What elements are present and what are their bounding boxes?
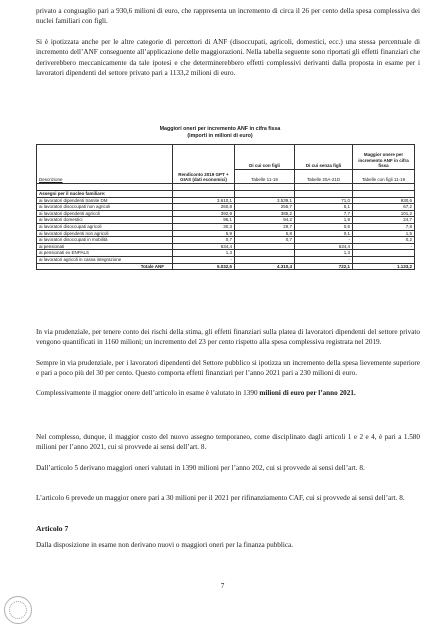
row-onere: [353, 250, 415, 257]
table-title: [120, 126, 320, 140]
row-senza-figli: 0,1: [295, 230, 353, 237]
row-label: ai pensionati: [37, 243, 173, 250]
table-row: [37, 197, 415, 204]
paragraph-total-article: Complessivamente il maggior onere dell’articolo in esame è valutato in 1390 milioni di euro per l’anno 2021.: [36, 389, 356, 397]
row-figli: 94,2: [235, 217, 295, 224]
paragraph-article-6: L’articolo 6 prevede un maggior onere pari a 30 milioni per il 2021 per rifinanziamento CAF, cui si provvede ai sensi dell’art. 8.: [36, 494, 405, 502]
row-senza-figli: 634,4: [295, 243, 353, 250]
row-onere: 67,2: [353, 204, 415, 211]
table-row: [37, 243, 415, 250]
paragraph-article-7: Dalla disposizione in esame non derivano nuovi o maggiori oneri per la finanza pubblica.: [36, 541, 294, 549]
row-senza-figli: 5,1: [295, 204, 353, 211]
subheader-tabelle-onere: Tabelle con figli 11-19: [353, 170, 415, 184]
paragraph-prudential-private: In via prudenziale, per tenere conto dei rischi della stima, gli effetti finanziari sulla platea di lavoratori dipendenti del settore privato vengono quantificati in 1160 milioni; un incremento del 23 per cento rispetto alla spesa complessiva registrata nel 2019.: [36, 328, 420, 347]
paragraph-anf-hypothesis: Si è ipotizzata anche per le altre categorie di percettori di ANF (disoccupati, agricoli, domestici, ecc.) una stessa percentuale di incremento dell’ANF conseguente all’applicazione delle maggiorazioni. Nella tabella seguente sono riportati gli effetti finanziari che deriverebbero meccanicamente da tale ipotesi e che determinerebbero effetti complessivi derivanti dalla proposta in esame per i lavoratori dipendenti del settore privato pari a 1133,2 milioni di euro.: [36, 38, 420, 77]
official-seal-icon: [4, 596, 32, 624]
row-figli: 0,7: [235, 237, 295, 244]
row-figli: 5,8: [235, 230, 295, 237]
total-rendiconto: 5.032,5: [173, 263, 235, 270]
row-label: ai lavoratori disoccupati in mobilità: [37, 237, 173, 244]
table-row: [37, 217, 415, 224]
table-title-line1: Maggiori oneri per incremento ANF in cifra fissa: [159, 126, 281, 132]
paragraph-prudential-public: Sempre in via prudenziale, per i lavoratori dipendenti del Settore pubblico si ipotizza un incremento della spesa lievemente superiore e pari a poco più del 30 per cento. Questo comporta effetti finanziari per l’anno 2021 pari a 230 milioni di euro.: [36, 359, 420, 378]
row-figli: 3.539,1: [235, 197, 295, 204]
row-label: ai lavoratori agricoli in cassa integrazione: [37, 256, 173, 263]
row-rendiconto: 30,3: [173, 223, 235, 230]
row-figli: 29,7: [235, 223, 295, 230]
header-di-cui-senza-figli: Di cui senza figli: [295, 145, 353, 170]
subheader-tabelle-figli: Tabelle 11-19: [235, 170, 295, 184]
row-onere: 1,5: [353, 230, 415, 237]
row-label: ai lavoratori dipendenti non agricoli: [37, 230, 173, 237]
row-figli: [235, 250, 295, 257]
row-onere: [353, 256, 415, 263]
row-onere: 24,7: [353, 217, 415, 224]
row-onere: -: [353, 243, 415, 250]
row-onere: 7,8: [353, 223, 415, 230]
row-figli: 255,7: [235, 204, 295, 211]
subheader-tabelle-senza: Tabelle 20A-21D: [295, 170, 353, 184]
table-total-row: [37, 263, 415, 270]
header-rendiconto: Rendiconto 2019 GPT + GIAS (dati economici): [173, 145, 235, 184]
paragraph-overall-cost: Nel complesso, dunque, il maggior costo del nuovo assegno temporaneo, come disciplinato dagli articoli 1 e 2 e 4, è pari a 1.580 milioni per l’anno 2021, cui si provvede ai sensi dell’art. 8.: [36, 433, 420, 452]
total-senza-figli: 722,1: [295, 263, 353, 270]
page-number: 7: [220, 582, 225, 590]
row-rendiconto: 5,9: [173, 230, 235, 237]
table-row: [37, 256, 415, 263]
row-label: ai lavoratori disoccupati non agricoli: [37, 204, 173, 211]
header-descrizione: Descrizione: [37, 145, 173, 184]
table-row: [37, 210, 415, 217]
row-label: ai lavoratori domestici: [37, 217, 173, 224]
row-rendiconto: 260,8: [173, 204, 235, 211]
table-row: [37, 230, 415, 237]
row-figli: [235, 243, 295, 250]
total-onere: 1.133,2: [353, 263, 415, 270]
row-label: ai lavoratori dipendenti tramite DM: [37, 197, 173, 204]
row-rendiconto: -: [173, 256, 235, 263]
header-maggior-onere: Maggior onere per incremento ANF in cifra fissa: [353, 145, 415, 170]
row-figli: 385,2: [235, 210, 295, 217]
row-senza-figli: 71,0: [295, 197, 353, 204]
total-figli: 4.310,4: [235, 263, 295, 270]
row-onere: 0,2: [353, 237, 415, 244]
row-senza-figli: 1,3: [295, 250, 353, 257]
row-rendiconto: 3.610,1: [173, 197, 235, 204]
row-onere: 930,6: [353, 197, 415, 204]
table-row: [37, 250, 415, 257]
header-di-cui-figli: Di cui con figli: [235, 145, 295, 170]
paragraph-article-5: Dall’articolo 5 derivano maggiori oneri valutati in 1390 milioni per l’anno 202, cui si provvede ai sensi dell’art. 8.: [36, 464, 365, 472]
row-senza-figli: 0,6: [295, 223, 353, 230]
table-row: [37, 223, 415, 230]
row-label: ai pensionati ex ENPALS: [37, 250, 173, 257]
row-rendiconto: 0,7: [173, 237, 235, 244]
row-senza-figli: -: [295, 237, 353, 244]
group-label: Assegni per il nucleo familiare:: [37, 191, 173, 198]
table-row: [37, 237, 415, 244]
paragraph-intro: privato a conguaglio pari a 930,6 milioni di euro, che rappresenta un incremento di circa il 26 per cento della spesa complessiva dei nuclei familiari con figli.: [36, 7, 420, 26]
table-row: [37, 204, 415, 211]
row-rendiconto: 1,3: [173, 250, 235, 257]
table-title-line2: (importi in milioni di euro): [187, 133, 253, 139]
anf-cost-table: [36, 144, 415, 270]
table-header-row: [37, 145, 415, 170]
row-senza-figli: 1,9: [295, 217, 353, 224]
total-label: Totale ANF: [37, 263, 173, 270]
row-rendiconto: 96,1: [173, 217, 235, 224]
row-onere: 101,2: [353, 210, 415, 217]
row-rendiconto: 392,9: [173, 210, 235, 217]
row-label: ai lavoratori disoccupati agricoli: [37, 223, 173, 230]
heading-articolo-7: Articolo 7: [36, 524, 69, 533]
table-group-row: [37, 191, 415, 198]
row-rendiconto: 634,4: [173, 243, 235, 250]
row-figli: [235, 256, 295, 263]
row-senza-figli: -: [295, 256, 353, 263]
row-label: ai lavoratori dipendenti agricoli: [37, 210, 173, 217]
row-senza-figli: 7,7: [295, 210, 353, 217]
